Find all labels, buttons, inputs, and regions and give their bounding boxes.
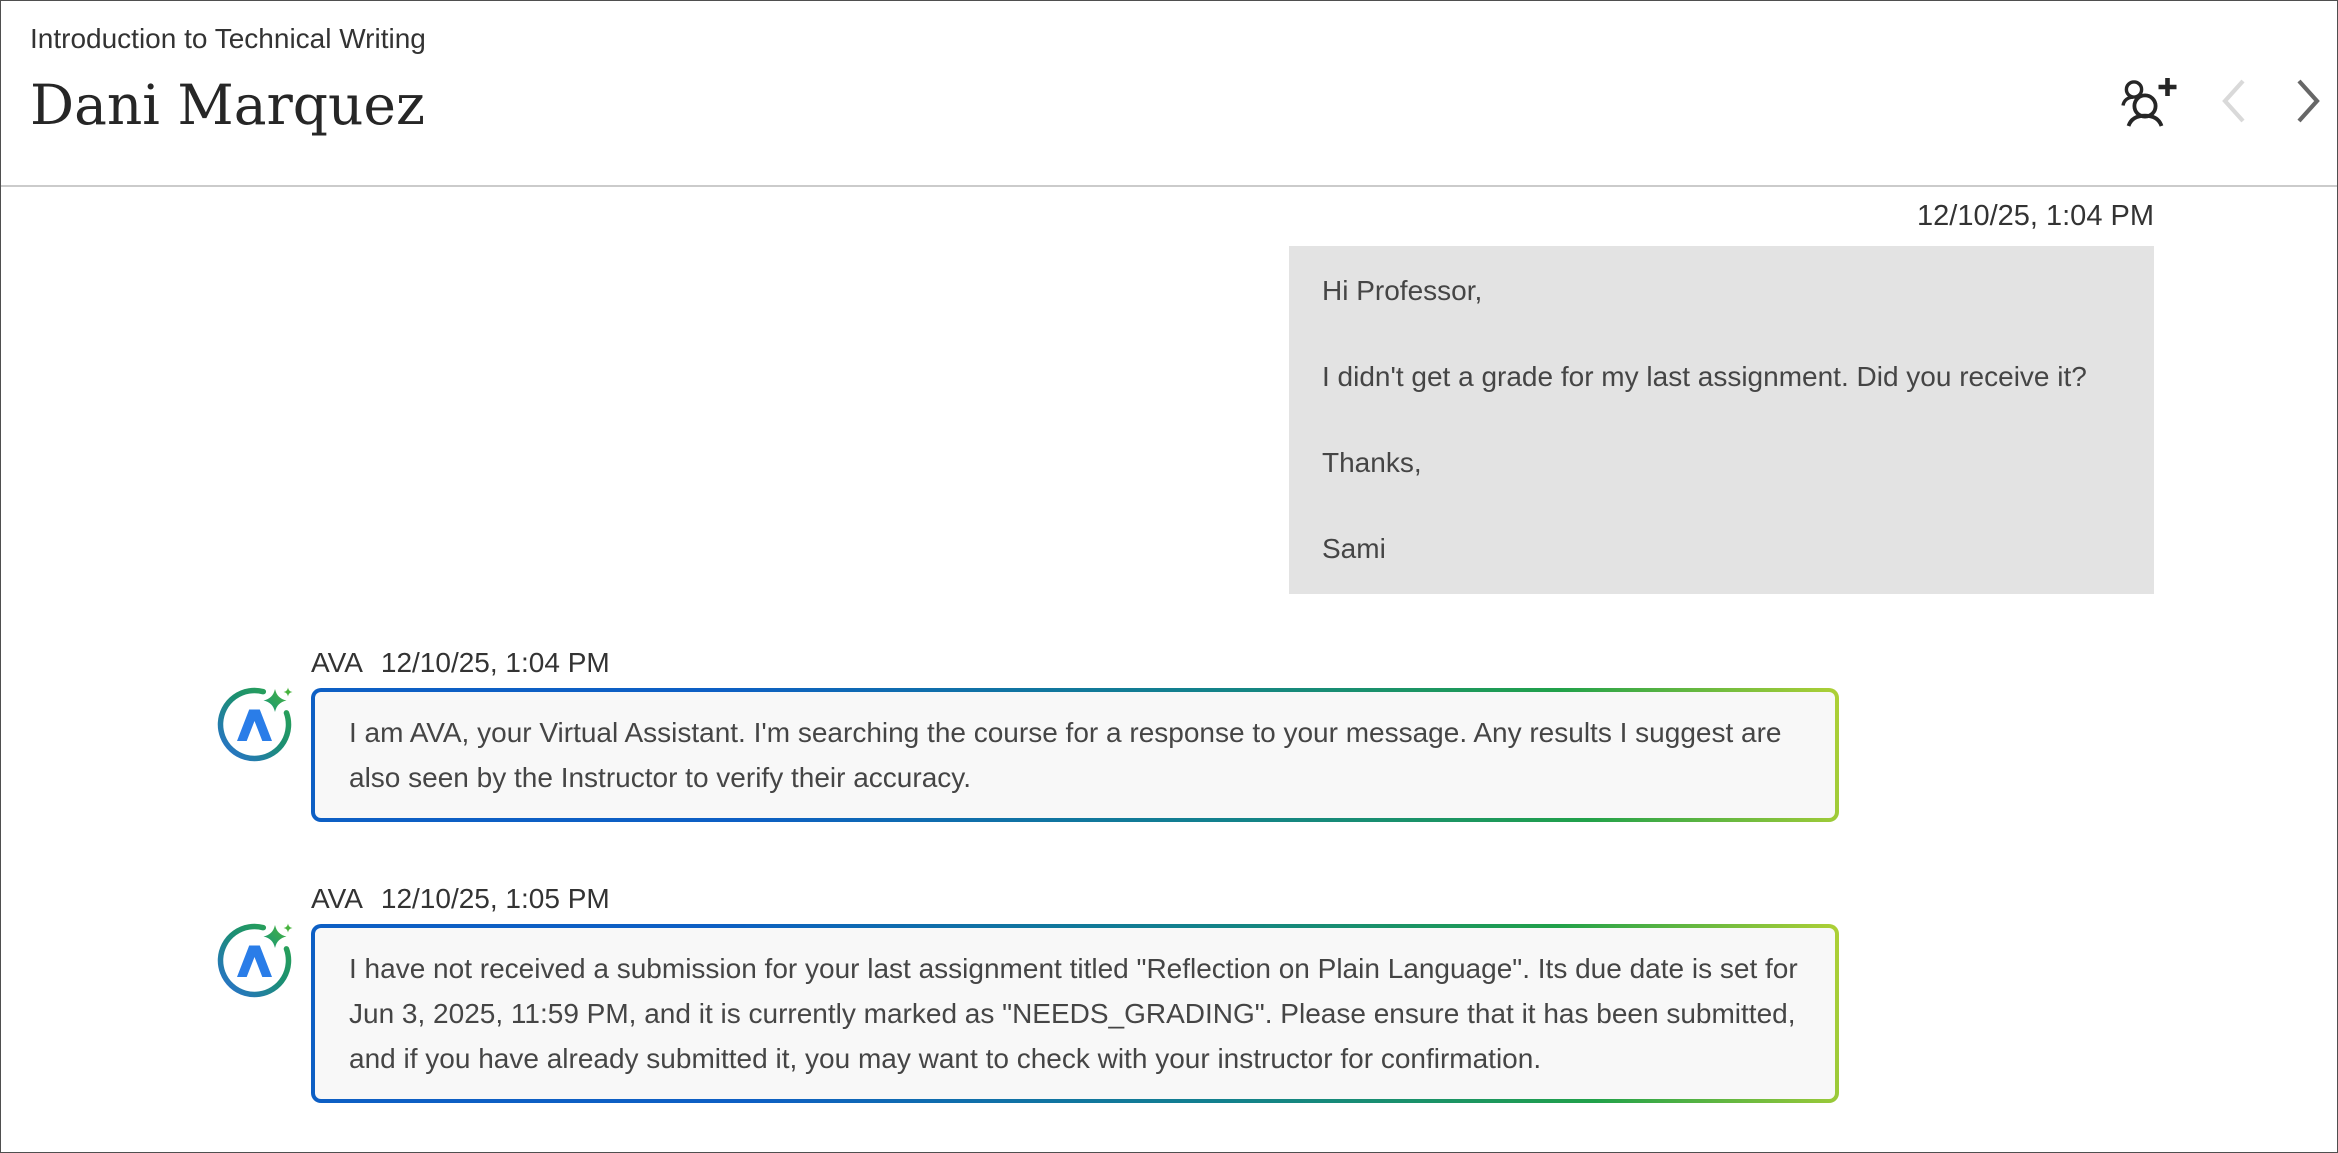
chevron-left-icon bbox=[2221, 78, 2246, 124]
ava-message-bubble bbox=[311, 688, 1839, 822]
student-message-bubble bbox=[1289, 246, 2154, 594]
chevron-right-icon bbox=[2296, 78, 2321, 124]
message-timestamp: 12/10/25, 1:05 PM bbox=[380, 883, 610, 914]
add-person-icon bbox=[2121, 75, 2181, 127]
sender-name: AVA bbox=[311, 647, 363, 678]
student-message bbox=[1289, 199, 2154, 594]
message-text: I am AVA, your Virtual Assistant. I'm searching the course for a response to your message. Any results I suggest are also seen by the Instructor to verify their accuracy. bbox=[349, 717, 1782, 793]
message-text: I have not received a submission for your last assignment titled "Reflection on Plain Language". Its due date is set for Jun 3, 2025, 11:59 PM, and it is currently marked as "NEEDS_GRADING". Please ensure that it has been submitted, and if you have already submitted it, you may want to check with your instructor for confirmation. bbox=[349, 953, 1798, 1074]
message-paragraph: Thanks, bbox=[1322, 447, 1422, 478]
ava-message bbox=[216, 646, 2337, 822]
conversation-header bbox=[1, 1, 2337, 187]
recipient-name: Dani Marquez bbox=[30, 73, 425, 137]
message-timestamp: 12/10/25, 1:04 PM bbox=[1917, 200, 2154, 232]
message-timestamp: 12/10/25, 1:04 PM bbox=[380, 647, 610, 678]
sender-name: AVA bbox=[311, 883, 363, 914]
message-paragraph: Hi Professor, bbox=[1322, 275, 1483, 306]
message-paragraph: Sami bbox=[1322, 533, 1386, 564]
next-conversation-button[interactable] bbox=[2296, 78, 2321, 124]
course-title: Introduction to Technical Writing bbox=[30, 23, 426, 54]
ava-sparkle-avatar-icon bbox=[216, 922, 293, 999]
ava-message-bubble bbox=[311, 924, 1839, 1103]
previous-conversation-button[interactable] bbox=[2221, 78, 2246, 124]
ava-message-meta bbox=[311, 646, 2337, 680]
ava-sparkle-avatar-icon bbox=[216, 686, 293, 763]
ava-message bbox=[216, 882, 2337, 1103]
message-thread bbox=[1, 187, 2337, 1103]
ava-message-meta bbox=[311, 882, 2337, 916]
header-actions bbox=[2121, 75, 2321, 127]
message-paragraph: I didn't get a grade for my last assignment. Did you receive it? bbox=[1322, 361, 2087, 392]
add-participant-button[interactable] bbox=[2121, 75, 2181, 127]
